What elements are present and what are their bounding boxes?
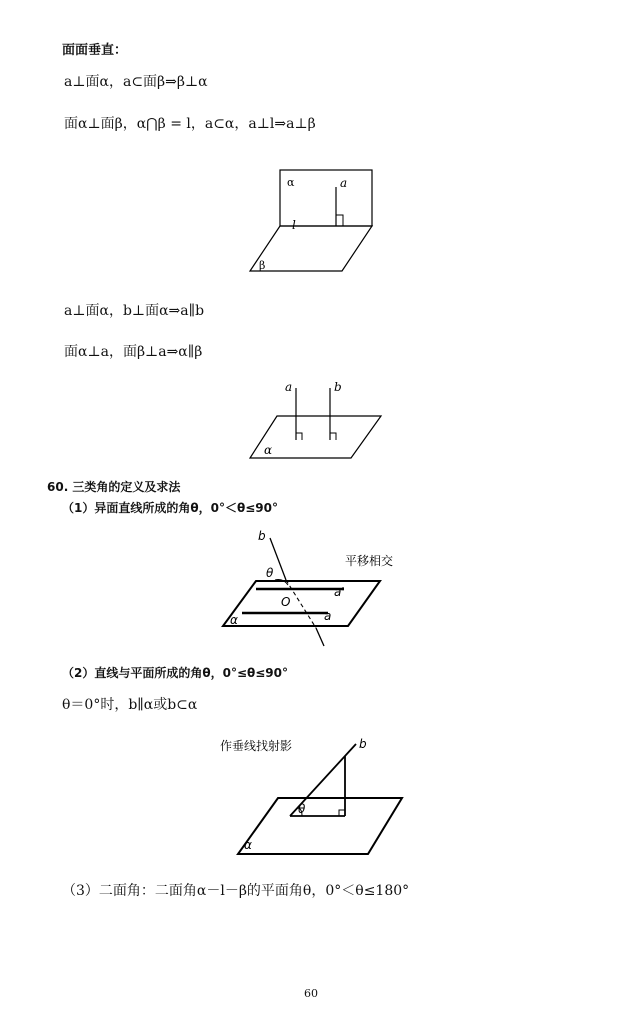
right-angle-mark-b	[330, 433, 336, 440]
plane-alpha-shape	[223, 581, 380, 626]
formula-face-perpendicular-1: a⊥面α，a⊂面β⇒β⊥α	[64, 74, 208, 90]
figure-parallel-lines	[245, 378, 385, 462]
label-a: a	[285, 380, 293, 394]
line-b-hidden	[286, 580, 316, 628]
figure-perpendicular-planes	[240, 165, 380, 277]
label-b: b	[258, 529, 266, 543]
label-alpha: α	[244, 838, 252, 852]
subheading-skew-lines-angle: （1）异面直线所成的角θ，0°＜θ≤90°	[62, 501, 278, 515]
label-l: l	[292, 218, 296, 232]
label-b: b	[334, 380, 342, 394]
plane-beta-shape	[250, 226, 372, 271]
line-b-lower	[316, 628, 324, 646]
label-a-prime: a'	[334, 585, 345, 599]
label-theta: θ	[266, 566, 274, 580]
theta-zero-case: θ＝0°时，b∥α或b⊂α	[62, 697, 198, 713]
heading-60: 60. 三类角的定义及求法	[47, 480, 181, 494]
right-angle-mark	[336, 215, 343, 226]
subheading-line-plane-angle: （2）直线与平面所成的角θ，0°≤θ≤90°	[62, 666, 288, 680]
plane-alpha-shape	[238, 798, 402, 854]
label-alpha: α	[230, 613, 238, 627]
label-O: O	[281, 595, 291, 609]
label-a: a	[340, 176, 348, 190]
label-theta: θ	[298, 802, 306, 816]
label-beta: β	[259, 259, 266, 272]
label-a: a	[324, 609, 332, 623]
formula-face-perpendicular-2: 面α⊥面β，α⋂β = l，a⊂α，a⊥l⇒a⊥β	[64, 116, 316, 132]
section-title: 面面垂直：	[62, 43, 128, 58]
label-alpha: α	[287, 176, 295, 189]
page-number: 60	[304, 987, 318, 1000]
label-alpha: α	[264, 443, 273, 457]
right-angle-mark-a	[296, 433, 302, 440]
dihedral-angle-line: （3）二面角：二面角α－l－β的平面角θ，0°＜θ≤180°	[62, 883, 410, 899]
label-b: b	[359, 737, 367, 751]
formula-parallel-1: a⊥面α，b⊥面α⇒a∥b	[64, 303, 205, 319]
caption-perpendicular-projection: 作垂线找射影	[220, 739, 293, 753]
figure-line-plane	[218, 736, 418, 860]
formula-parallel-2: 面α⊥a，面β⊥a⇒α∥β	[64, 344, 203, 360]
figure-skew-lines	[218, 528, 418, 650]
caption-translate-intersect: 平移相交	[345, 554, 394, 568]
